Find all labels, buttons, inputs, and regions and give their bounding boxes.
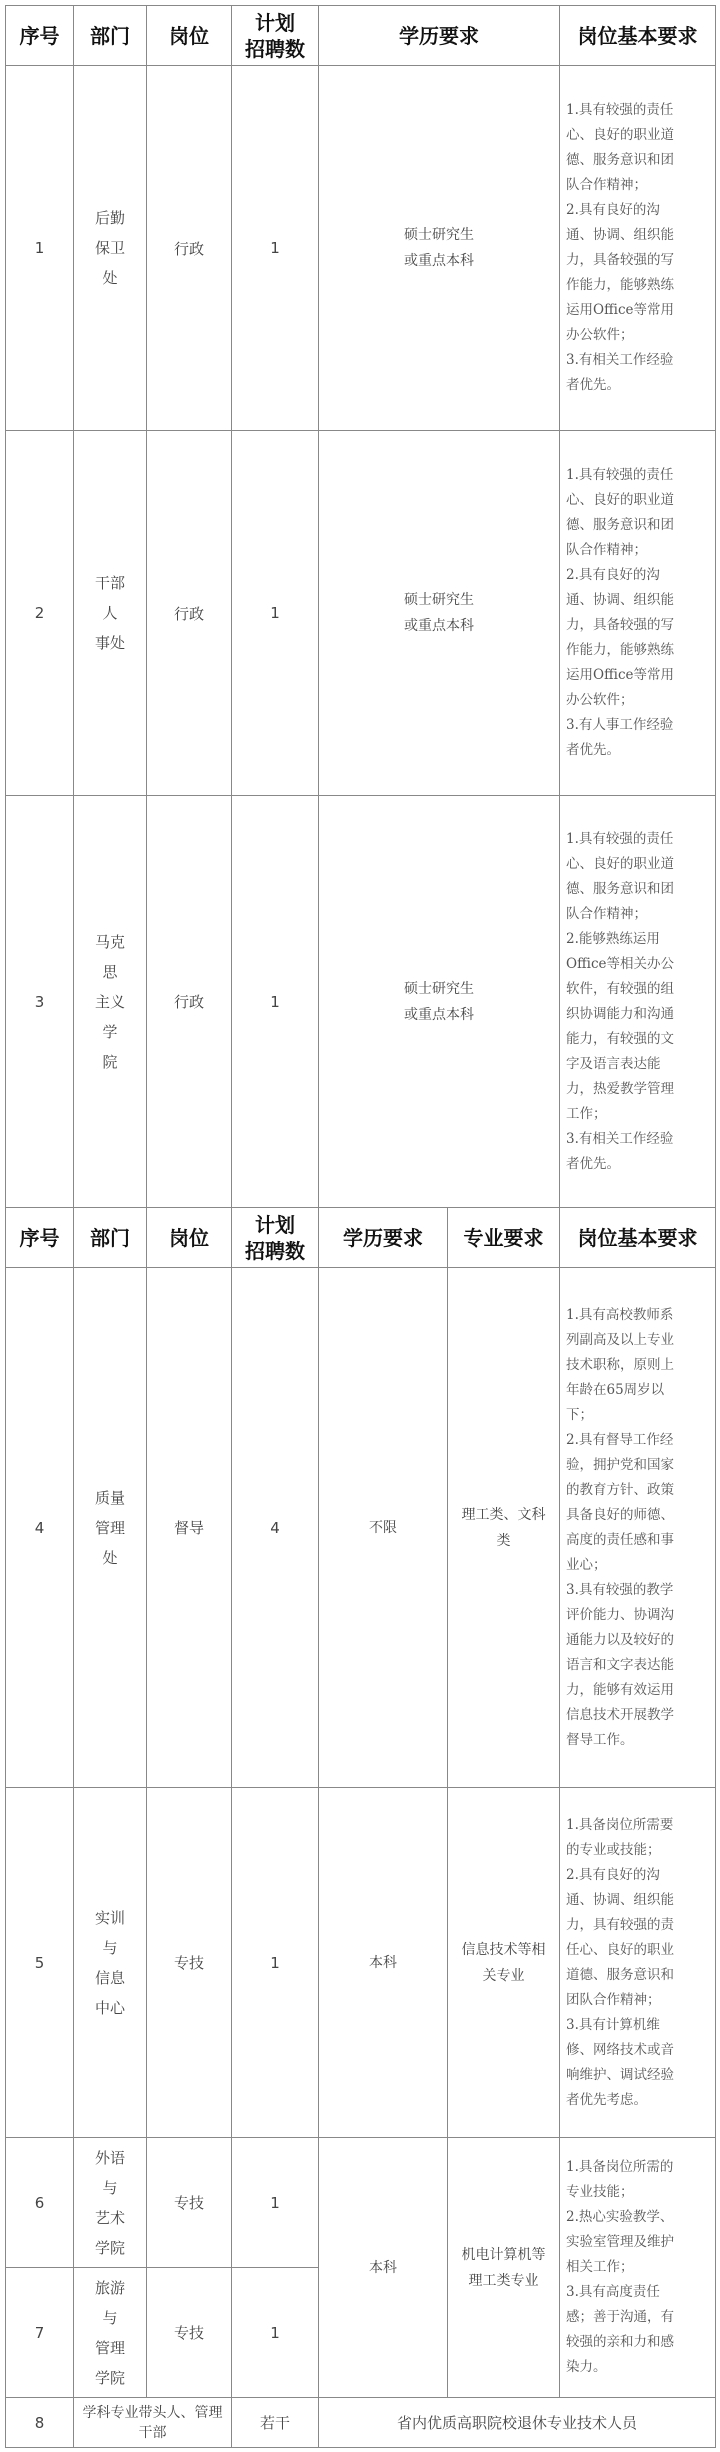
table-row — [6, 431, 716, 796]
row-req: 1.具有较强的责任 心、良好的职业道 德、服务意识和团 队合作精神； 2.能够熟练运用 Office等相关办公 软件，有较强的组 织协调能力和沟通 能力，有较强的文 字及语言表达能 力，热爱教学管理 工作； 3.有相关工作经验 者优先。 — [560, 796, 716, 1208]
row-req: 1.具有高校教师系 列副高及以上专业 技术职称，原则上 年龄在65周岁以 下； 2.具有督导工作经 验，拥护党和国家 的教育方针、政策 具备良好的师德、 高度的责任感和事 业心； 3.具有较强的教学 评价能力、协调沟 通能力以及较好的 语言和文字表达能 力，能够有效运用 信息技术开展教学 督导工作。 — [560, 1268, 716, 1788]
table-row — [6, 1268, 716, 1788]
row-count: 1 — [232, 796, 319, 1208]
header-edu: 学历要求 — [319, 1208, 448, 1268]
row-post: 行政 — [147, 431, 232, 796]
row-major: 信息技术等相 关专业 — [448, 1788, 560, 2138]
table-header-row — [6, 6, 716, 66]
row-count: 1 — [232, 431, 319, 796]
row-post: 行政 — [147, 66, 232, 431]
table-row — [6, 1788, 716, 2138]
row-count: 若干 — [232, 2398, 319, 2448]
table-row — [6, 796, 716, 1208]
table-row — [6, 2138, 716, 2268]
row-count: 4 — [232, 1268, 319, 1788]
header-req: 岗位基本要求 — [560, 1208, 716, 1268]
header-no: 序号 — [6, 6, 74, 66]
row-dept: 外语与 艺术 学院 — [74, 2138, 147, 2268]
header-post: 岗位 — [147, 6, 232, 66]
header-edu: 学历要求 — [319, 6, 560, 66]
row-count: 1 — [232, 1788, 319, 2138]
row-no: 5 — [6, 1788, 74, 2138]
row-no: 2 — [6, 431, 74, 796]
row-count: 1 — [232, 66, 319, 431]
row-edu: 本科 — [319, 2138, 448, 2398]
row-req: 1.具备岗位所需的 专业技能； 2.热心实验教学、 实验室管理及维护 相关工作； 3.具有高度责任 感；善于沟通，有 较强的亲和力和感 染力。 — [560, 2138, 716, 2398]
header-no: 序号 — [6, 1208, 74, 1268]
row-no: 3 — [6, 796, 74, 1208]
header-post: 岗位 — [147, 1208, 232, 1268]
recruitment-table-2 — [5, 1207, 716, 2448]
row-major: 机电计算机等 理工类专业 — [448, 2138, 560, 2398]
row-req: 1.具有较强的责任 心、良好的职业道 德、服务意识和团 队合作精神； 2.具有良好的沟 通、协调、组织能 力，具备较强的写 作能力，能够熟练 运用Office等常用 办公软件； 3.有相关工作经验 者优先。 — [560, 66, 716, 431]
row-no: 1 — [6, 66, 74, 431]
row-edu: 本科 — [319, 1788, 448, 2138]
header-req: 岗位基本要求 — [560, 6, 716, 66]
header-dept: 部门 — [74, 1208, 147, 1268]
row-no: 4 — [6, 1268, 74, 1788]
table-header-row — [6, 1208, 716, 1268]
row-post: 专技 — [147, 2268, 232, 2398]
row-dept: 学科专业带头人、管理干部 — [74, 2398, 232, 2448]
row-req: 1.具备岗位所需要 的专业或技能； 2.具有良好的沟 通、协调、组织能 力，具有较强的责 任心、良好的职业 道德、服务意识和 团队合作精神； 3.具有计算机维 修、网络技术或音 响维护、调试经验 者优先考虑。 — [560, 1788, 716, 2138]
recruitment-table-1 — [5, 5, 716, 1208]
row-no: 7 — [6, 2268, 74, 2398]
table-row — [6, 66, 716, 431]
row-post: 专技 — [147, 1788, 232, 2138]
row-count: 1 — [232, 2138, 319, 2268]
row-merged-note: 省内优质高职院校退休专业技术人员 — [319, 2398, 716, 2448]
row-post: 专技 — [147, 2138, 232, 2268]
row-edu: 硕士研究生 或重点本科 — [319, 796, 560, 1208]
row-dept: 干部人 事处 — [74, 431, 147, 796]
row-dept: 马克思 主义学 院 — [74, 796, 147, 1208]
row-dept: 旅游与 管理 学院 — [74, 2268, 147, 2398]
row-edu: 不限 — [319, 1268, 448, 1788]
row-post: 行政 — [147, 796, 232, 1208]
row-no: 8 — [6, 2398, 74, 2448]
row-major: 理工类、文科 类 — [448, 1268, 560, 1788]
row-dept: 实训与 信息 中心 — [74, 1788, 147, 2138]
row-count: 1 — [232, 2268, 319, 2398]
row-post: 督导 — [147, 1268, 232, 1788]
header-dept: 部门 — [74, 6, 147, 66]
row-no: 6 — [6, 2138, 74, 2268]
row-edu: 硕士研究生 或重点本科 — [319, 431, 560, 796]
row-dept: 后勤 保卫处 — [74, 66, 147, 431]
header-count: 计划 招聘数 — [232, 6, 319, 66]
header-count: 计划 招聘数 — [232, 1208, 319, 1268]
table-row — [6, 2398, 716, 2448]
row-edu: 硕士研究生 或重点本科 — [319, 66, 560, 431]
row-req: 1.具有较强的责任 心、良好的职业道 德、服务意识和团 队合作精神； 2.具有良好的沟 通、协调、组织能 力，具备较强的写 作能力，能够熟练 运用Office等常用 办公软件； 3.有人事工作经验 者优先。 — [560, 431, 716, 796]
row-dept: 质量 管理处 — [74, 1268, 147, 1788]
header-major: 专业要求 — [448, 1208, 560, 1268]
